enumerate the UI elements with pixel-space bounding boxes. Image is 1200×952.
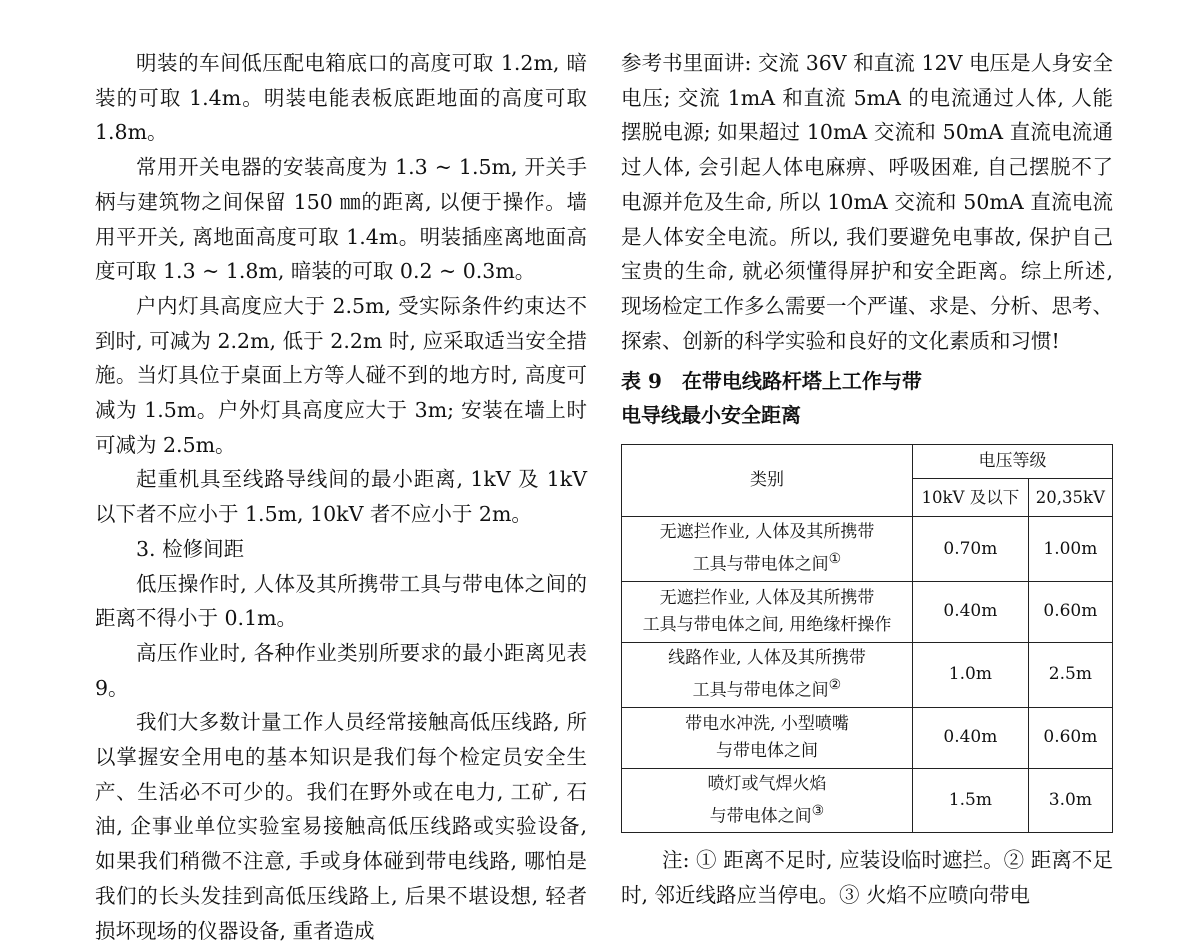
table-note: 注: ① 距离不足时, 应装设临时遮拦。② 距离不足时, 邻近线路应当停电。③ 火焰不应喷向带电 bbox=[621, 848, 1113, 907]
row-category: 喷灯或气焊火焰 与带电体之间③ bbox=[622, 768, 913, 833]
table-title-line2: 电导线最小安全距离 bbox=[621, 403, 801, 428]
header-voltage: 电压等级 bbox=[913, 445, 1113, 479]
footnote-mark: ② bbox=[828, 676, 842, 693]
paragraph: 常用开关电器的安装高度为 1.3 ~ 1.5m, 开关手柄与建筑物之间保留 150 ㎜的距离, 以便于操作。墙用平开关, 离地面高度可取 1.4m。明装插座离地面高度可取 1.3 ~ 1.8m, 暗装的可取 0.2 ~ 0.3m。 bbox=[95, 155, 587, 284]
table-row bbox=[622, 581, 1113, 642]
paragraph: 起重机具至线路导线间的最小距离, 1kV 及 1kV 以下者不应小于 1.5m, 10kV 者不应小于 2m。 bbox=[95, 467, 587, 527]
value-10kv: 1.0m bbox=[913, 642, 1029, 707]
footnote-mark: ① bbox=[828, 551, 842, 568]
paragraph: 明装的车间低压配电箱底口的高度可取 1.2m, 暗装的可取 1.4m。明装电能表板底距地面的高度可取 1.8m。 bbox=[95, 51, 587, 145]
table-row bbox=[622, 642, 1113, 707]
row-category: 线路作业, 人体及其所携带 工具与带电体之间② bbox=[622, 642, 913, 707]
value-35kv: 0.60m bbox=[1028, 581, 1112, 642]
value-35kv: 0.60m bbox=[1028, 707, 1112, 768]
paragraph: 户内灯具高度应大于 2.5m, 受实际条件约束达不到时, 可减为 2.2m, 低于 2.2m 时, 应采取适当安全措施。当灯具位于桌面上方等人碰不到的地方时, 高度可减为 1.5m。户外灯具高度应大于 3m; 安装在墙上时可减为 2.5m。 bbox=[95, 293, 587, 457]
table-row bbox=[622, 707, 1113, 768]
value-10kv: 0.70m bbox=[913, 517, 1029, 582]
section-heading: 3. 检修间距 bbox=[136, 536, 245, 561]
table-row bbox=[622, 768, 1113, 833]
footnote-mark: ③ bbox=[811, 802, 825, 819]
safety-distance-table bbox=[621, 444, 1113, 833]
paragraph: 低压操作时, 人体及其所携带工具与带电体之间的距离不得小于 0.1m。 bbox=[95, 571, 587, 631]
value-35kv: 3.0m bbox=[1028, 768, 1112, 833]
row-category: 无遮拦作业, 人体及其所携带 工具与带电体之间① bbox=[622, 517, 913, 582]
row-category: 无遮拦作业, 人体及其所携带 工具与带电体之间, 用绝缘杆操作 bbox=[622, 581, 913, 642]
right-column bbox=[621, 46, 1113, 913]
header-voltage-35kv: 20,35kV bbox=[1028, 479, 1112, 517]
table-title bbox=[621, 364, 1113, 432]
paragraph: 高压作业时, 各种作业类别所要求的最小距离见表 9。 bbox=[95, 640, 587, 700]
value-10kv: 0.40m bbox=[913, 707, 1029, 768]
table-row bbox=[622, 517, 1113, 582]
paragraph: 我们大多数计量工作人员经常接触高低压线路, 所以掌握安全用电的基本知识是我们每个检定员安全生产、生活必不可少的。我们在野外或在电力, 工矿, 石油, 企事业单位实验室易接触高低压线路或实验设备, 如果我们稍微不注意, 手或身体碰到带电线路, 哪怕是我们的长头发挂到高低压线路上, 后果不堪设想, 轻者损坏现场的仪器设备, 重者造成 bbox=[95, 710, 587, 943]
value-10kv: 0.40m bbox=[913, 581, 1029, 642]
header-category: 类别 bbox=[622, 445, 913, 517]
left-column bbox=[95, 46, 587, 948]
table-title-line1: 表 9 在带电线路杆塔上工作与带 bbox=[621, 369, 922, 394]
row-category: 带电水冲洗, 小型喷嘴 与带电体之间 bbox=[622, 707, 913, 768]
paragraph: 参考书里面讲: 交流 36V 和直流 12V 电压是人身安全电压; 交流 1mA 和直流 5mA 的电流通过人体, 人能摆脱电源; 如果超过 10mA 交流和 50mA 直流电流通过人体, 会引起人体电麻痹、呼吸困难, 自己摆脱不了电源并危及生命, 所以 10mA 交流和 50mA 直流电流是人体安全电流。所以, 我们要避免电事故, 保护自己宝贵的生命, 就必须懂得屏护和安全距离。综上所述, 现场检定工作多么需要一个严谨、求是、分析、思考、探索、创新的科学实验和良好的文化素质和习惯! bbox=[621, 51, 1113, 353]
value-35kv: 2.5m bbox=[1028, 642, 1112, 707]
value-10kv: 1.5m bbox=[913, 768, 1029, 833]
value-35kv: 1.00m bbox=[1028, 517, 1112, 582]
header-voltage-10kv: 10kV 及以下 bbox=[913, 479, 1029, 517]
